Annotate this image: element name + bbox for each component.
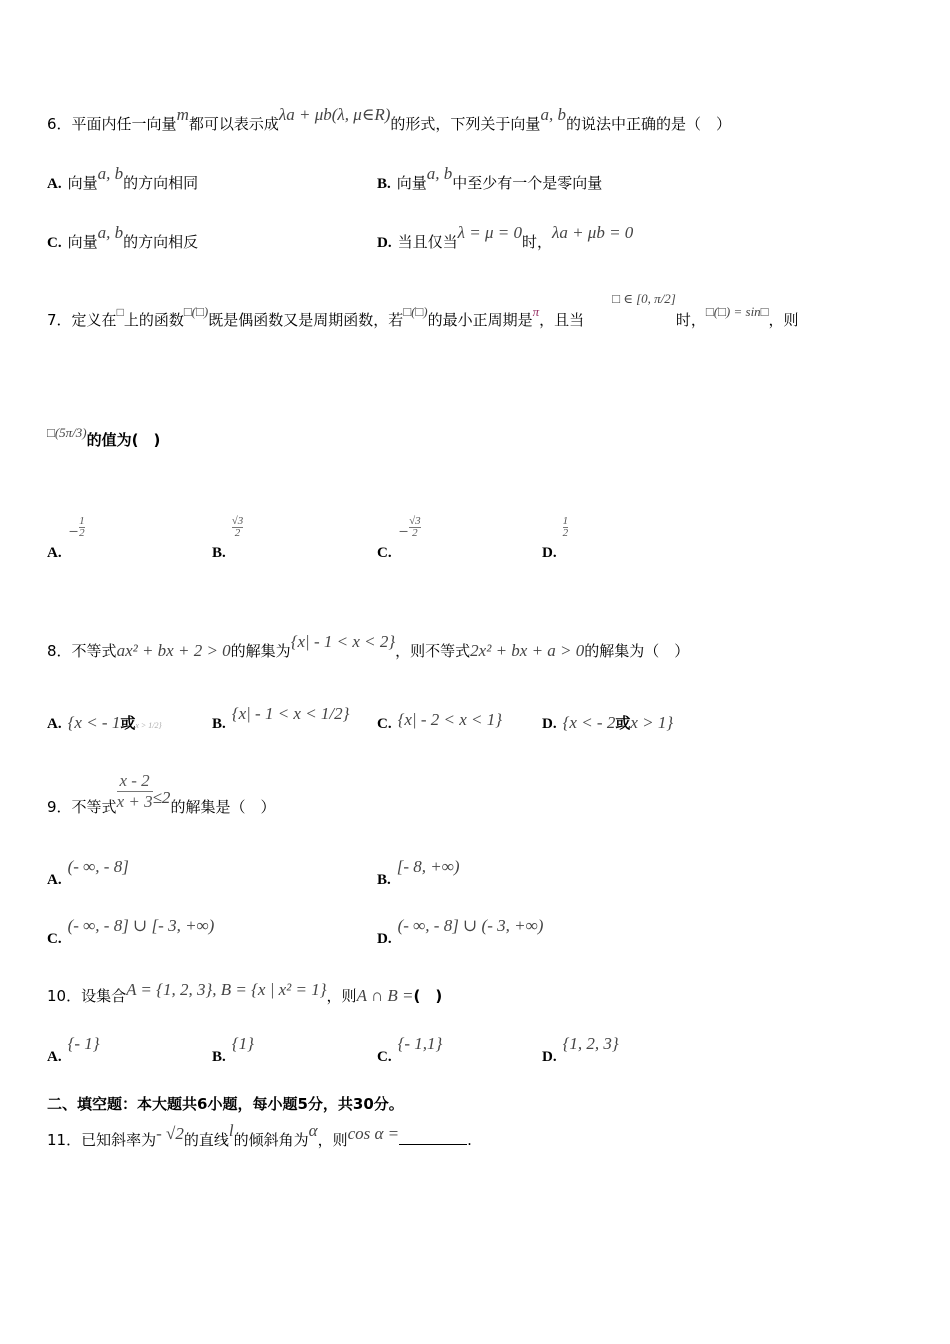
- q7-text: 定义在: [71, 311, 117, 329]
- question-11: [47, 1121, 472, 1150]
- option-text: 时，: [521, 233, 552, 251]
- q7-line-2: [47, 425, 161, 451]
- q10-text: ( ): [413, 987, 443, 1005]
- option-text: 当且仅当: [397, 233, 458, 251]
- fraction-denominator: 2: [234, 527, 241, 539]
- q10-option-c[interactable]: [377, 1034, 443, 1067]
- fraction-numerator: √3: [409, 515, 421, 527]
- q11-text: 的直线: [183, 1131, 229, 1149]
- option-math: a, b: [97, 164, 124, 183]
- option-label: A.: [47, 176, 62, 192]
- question-6: [47, 105, 731, 134]
- q6-option-c[interactable]: [47, 223, 199, 253]
- q6-text: 平面内任一向量: [71, 115, 177, 133]
- option-label: A.: [47, 545, 62, 561]
- q7-text: ，且当: [539, 311, 585, 329]
- option-math: (- ∞, - 8] ∪ [- 3, +∞): [67, 916, 215, 935]
- option-label: A.: [47, 1049, 62, 1065]
- q7-option-d[interactable]: [542, 515, 569, 565]
- fraction-denominator: 2: [79, 527, 85, 539]
- option-math: {x < - 1: [67, 713, 121, 732]
- q10-text: ，则: [326, 987, 357, 1005]
- q8-math: {x| - 1 < x < 2}: [290, 632, 396, 651]
- q9-option-b[interactable]: [377, 857, 460, 890]
- option-math: −: [397, 522, 410, 541]
- q7-math: □(□): [183, 304, 209, 319]
- q7-text: 的最小正周期是: [427, 311, 533, 329]
- option-math: (- ∞, - 8] ∪ (- 3, +∞): [397, 916, 544, 935]
- q7-option-a[interactable]: [47, 515, 85, 565]
- q6-math: a, b: [540, 105, 566, 124]
- option-label: D.: [542, 1049, 557, 1065]
- option-text: 或: [615, 714, 631, 732]
- q6-math: m: [176, 105, 189, 124]
- q7-math: □ ∈ [0, π/2]: [612, 291, 676, 306]
- option-label: B.: [212, 716, 226, 732]
- option-label: C.: [377, 716, 392, 732]
- q6-option-a[interactable]: [47, 164, 199, 194]
- q10-option-b[interactable]: [212, 1034, 254, 1067]
- option-math: {- 1,1}: [397, 1034, 443, 1053]
- q8-text: 的解集为（ ）: [584, 642, 690, 660]
- q6-option-b[interactable]: [377, 164, 603, 194]
- option-math: [- 8, +∞): [396, 857, 460, 876]
- fraction-denominator: 2: [562, 527, 569, 539]
- q6-text: 的形式，下列关于向量: [390, 115, 541, 133]
- option-label: B.: [377, 872, 391, 888]
- q7-math: □(□) = sin□: [705, 304, 769, 319]
- option-math: {1, 2, 3}: [562, 1034, 619, 1053]
- option-text: 向量: [67, 174, 98, 192]
- option-label: C.: [47, 931, 62, 947]
- q10-text: 设集合: [81, 987, 127, 1005]
- q6-text: 的说法中正确的是（ ）: [565, 115, 731, 133]
- option-label: A.: [47, 716, 62, 732]
- fraction-numerator: x - 2: [117, 771, 153, 792]
- q10-number: 10．: [47, 987, 82, 1005]
- fraction-numerator: 1: [562, 515, 569, 527]
- q8-math: ax² + bx + 2 > 0: [116, 641, 231, 660]
- q7-text: 时，: [675, 311, 706, 329]
- q9-math: ≤2: [152, 788, 171, 807]
- fraction-numerator: 1: [79, 515, 85, 527]
- q7-text: 上的函数: [123, 311, 184, 329]
- q9-text: 不等式: [71, 798, 117, 816]
- q7-text: 既是偶函数又是周期函数，若: [208, 311, 404, 329]
- q6-math: λa + μb(λ, μ∈R): [278, 105, 391, 124]
- option-math: x > 1}: [630, 713, 674, 732]
- option-label: C.: [377, 545, 392, 561]
- q9-option-a[interactable]: [47, 857, 129, 890]
- q8-option-b[interactable]: [212, 704, 350, 734]
- fraction-denominator: 2: [412, 527, 418, 539]
- option-math: {x| - 1 < x < 1/2}: [231, 704, 350, 723]
- option-math: λa + μb = 0: [551, 223, 634, 242]
- q9-number: 9．: [47, 798, 72, 816]
- option-text: 或: [120, 714, 136, 732]
- question-7: [47, 291, 799, 331]
- q7-option-c[interactable]: [377, 515, 421, 565]
- option-math: −: [67, 522, 80, 541]
- q6-text: 都可以表示成: [188, 115, 279, 133]
- option-label: D.: [377, 931, 392, 947]
- fraction-denominator: x + 3: [116, 792, 153, 811]
- q7-math: □(5π/3): [47, 425, 87, 440]
- q11-text: 已知斜率为: [81, 1131, 157, 1149]
- q11-math: l: [228, 1121, 234, 1140]
- option-label: C.: [377, 1049, 392, 1065]
- q7-option-b[interactable]: [212, 515, 244, 565]
- q7-math: □: [116, 305, 124, 319]
- q8-option-d[interactable]: [542, 713, 673, 734]
- q7-math: π: [532, 304, 540, 319]
- q11-math: cos α =: [347, 1124, 400, 1143]
- question-10: [47, 980, 443, 1006]
- q8-text: ，则不等式: [395, 642, 471, 660]
- option-text: 中至少有一个是零向量: [452, 174, 603, 192]
- option-math: {x < - 2: [562, 713, 616, 732]
- option-label: D.: [542, 545, 557, 561]
- q11-text: .: [467, 1131, 472, 1149]
- option-math: (- ∞, - 8]: [67, 857, 129, 876]
- option-label: C.: [47, 235, 62, 251]
- q11-number: 11．: [47, 1131, 82, 1149]
- section-heading: 二、填空题：本大题共6小题，每小题5分，共30分。: [47, 1095, 404, 1113]
- q9-option-d[interactable]: [377, 916, 544, 949]
- option-math: {1}: [231, 1034, 254, 1053]
- option-text: 向量: [67, 233, 98, 251]
- option-math: λ = μ = 0: [457, 223, 522, 242]
- q8-math: 2x² + bx + a > 0: [470, 641, 585, 660]
- q7-number: 7．: [47, 311, 72, 329]
- option-label: B.: [377, 176, 391, 192]
- q10-option-d[interactable]: [542, 1034, 619, 1067]
- q6-number: 6．: [47, 115, 72, 133]
- option-math: {- 1}: [67, 1034, 100, 1053]
- option-math: {x| - 2 < x < 1}: [397, 710, 503, 729]
- q11-text: ，则: [317, 1131, 348, 1149]
- fraction-numerator: √3: [231, 515, 244, 527]
- q8-option-c[interactable]: [377, 710, 503, 734]
- q8-text: 不等式: [71, 642, 117, 660]
- option-math: a, b: [426, 164, 453, 183]
- option-math: x > 1/2}: [135, 721, 162, 730]
- option-label: D.: [377, 235, 392, 251]
- q7-text: ，则: [768, 311, 799, 329]
- q8-text: 的解集为: [230, 642, 291, 660]
- q8-option-a[interactable]: [47, 713, 162, 736]
- option-label: A.: [47, 872, 62, 888]
- option-label: B.: [212, 545, 226, 561]
- question-9: [47, 771, 276, 838]
- answer-blank[interactable]: [399, 1130, 467, 1145]
- q7-text: 的值为( ): [86, 431, 161, 449]
- option-text: 的方向相同: [123, 174, 199, 192]
- q10-math: A ∩ B =: [356, 986, 414, 1005]
- option-math: a, b: [97, 223, 124, 242]
- q10-math: A = {1, 2, 3}, B = {x | x² = 1}: [126, 980, 327, 999]
- q7-math: □(□): [403, 304, 428, 319]
- option-label: D.: [542, 716, 557, 732]
- q11-math: α: [308, 1121, 318, 1140]
- q6-option-d[interactable]: [377, 223, 634, 253]
- q11-text: 的倾斜角为: [233, 1131, 309, 1149]
- option-text: 向量: [396, 174, 427, 192]
- question-8: [47, 632, 690, 661]
- q8-number: 8．: [47, 642, 72, 660]
- q9-option-c[interactable]: [47, 916, 215, 949]
- q9-text: 的解集是（ ）: [170, 798, 276, 816]
- option-text: 的方向相反: [123, 233, 199, 251]
- option-label: B.: [212, 1049, 226, 1065]
- q11-math: - √2: [156, 1124, 184, 1143]
- q10-option-a[interactable]: [47, 1034, 100, 1067]
